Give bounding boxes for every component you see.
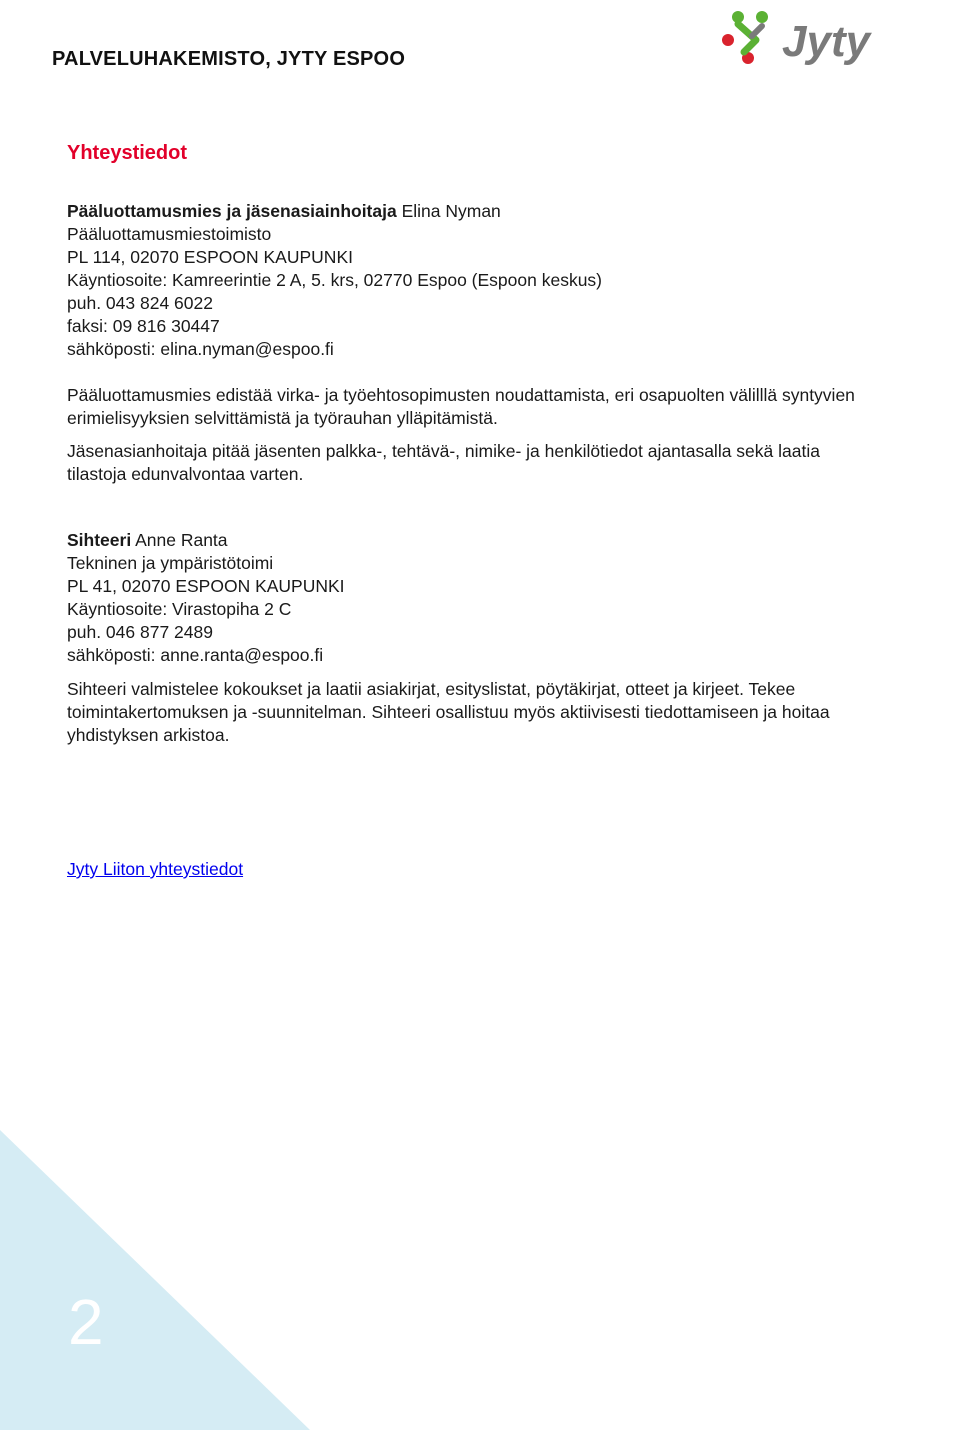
logo-wordmark: Jyty (782, 17, 871, 66)
jyty-logo (716, 4, 906, 74)
contact-role: Pääluottamusmies ja jäsenasiainhoitaja (67, 201, 397, 221)
contact-visiting-address: Käyntiosoite: Kamreerintie 2 A, 5. krs, 02770 Espoo (Espoon keskus) (67, 270, 603, 290)
contact-email: sähköposti: anne.ranta@espoo.fi (67, 645, 324, 665)
contact-fax: faksi: 09 816 30447 (67, 316, 220, 336)
contact-card-chief-shop-steward (67, 200, 960, 361)
paragraph-line: tilastoja edunvalvontaa varten. (67, 464, 304, 484)
contact-visiting-address: Käyntiosoite: Virastopiha 2 C (67, 599, 292, 619)
paragraph-line: Jäsenasianhoitaja pitää jäsenten palkka-, tehtävä-, nimike- ja henkilötiedot ajantasalla sekä laatia (67, 441, 820, 461)
contact-title-line (67, 200, 960, 223)
contact-name: Anne Ranta (131, 530, 228, 550)
document-header-title: PALVELUHAKEMISTO, JYTY ESPOO (52, 48, 406, 70)
logo-stroke-grey (752, 26, 762, 36)
contact-name: Elina Nyman (396, 201, 501, 221)
jyty-union-contacts-link[interactable]: Jyty Liiton yhteystiedot (67, 859, 244, 879)
paragraph-line: Sihteeri valmistelee kokoukset ja laatii asiakirjat, esityslistat, pöytäkirjat, otteet ja kirjeet. Tekee (67, 679, 796, 699)
contact-phone: puh. 043 824 6022 (67, 293, 213, 313)
contact-office: Pääluottamusmiestoimisto (67, 224, 272, 244)
contact-card-secretary (67, 529, 960, 667)
page-number: 2 (68, 1286, 104, 1358)
secretary-description (67, 678, 960, 747)
paragraph-line: yhdistyksen arkistoa. (67, 725, 230, 745)
section-heading: Yhteystiedot (67, 142, 188, 164)
paragraph-line: erimielisyyksien selvittämistä ja työrauhan ylläpitämistä. (67, 408, 498, 428)
corner-decoration (0, 1130, 310, 1430)
membership-officer-description (67, 440, 960, 486)
contact-role: Sihteeri (67, 530, 132, 550)
contact-postal-address: PL 114, 02070 ESPOON KAUPUNKI (67, 247, 353, 267)
paragraph-line: Pääluottamusmies edistää virka- ja työehtosopimusten noudattamista, eri osapuolten välilllä syntyvien (67, 385, 855, 405)
contact-title-line (67, 529, 960, 552)
contact-postal-address: PL 41, 02070 ESPOON KAUPUNKI (67, 576, 345, 596)
contact-email: sähköposti: elina.nyman@espoo.fi (67, 339, 334, 359)
contact-phone: puh. 046 877 2489 (67, 622, 213, 642)
logo-dot-red-left (722, 34, 734, 46)
contact-office: Tekninen ja ympäristötoimi (67, 553, 274, 573)
logo-dot-green-right (756, 11, 768, 23)
chief-steward-description (67, 384, 960, 430)
paragraph-line: toimintakertomuksen ja -suunnitelman. Sihteeri osallistuu myös aktiivisesti tiedottamiseen ja hoitaa (67, 702, 830, 722)
corner-triangle (0, 1130, 310, 1430)
